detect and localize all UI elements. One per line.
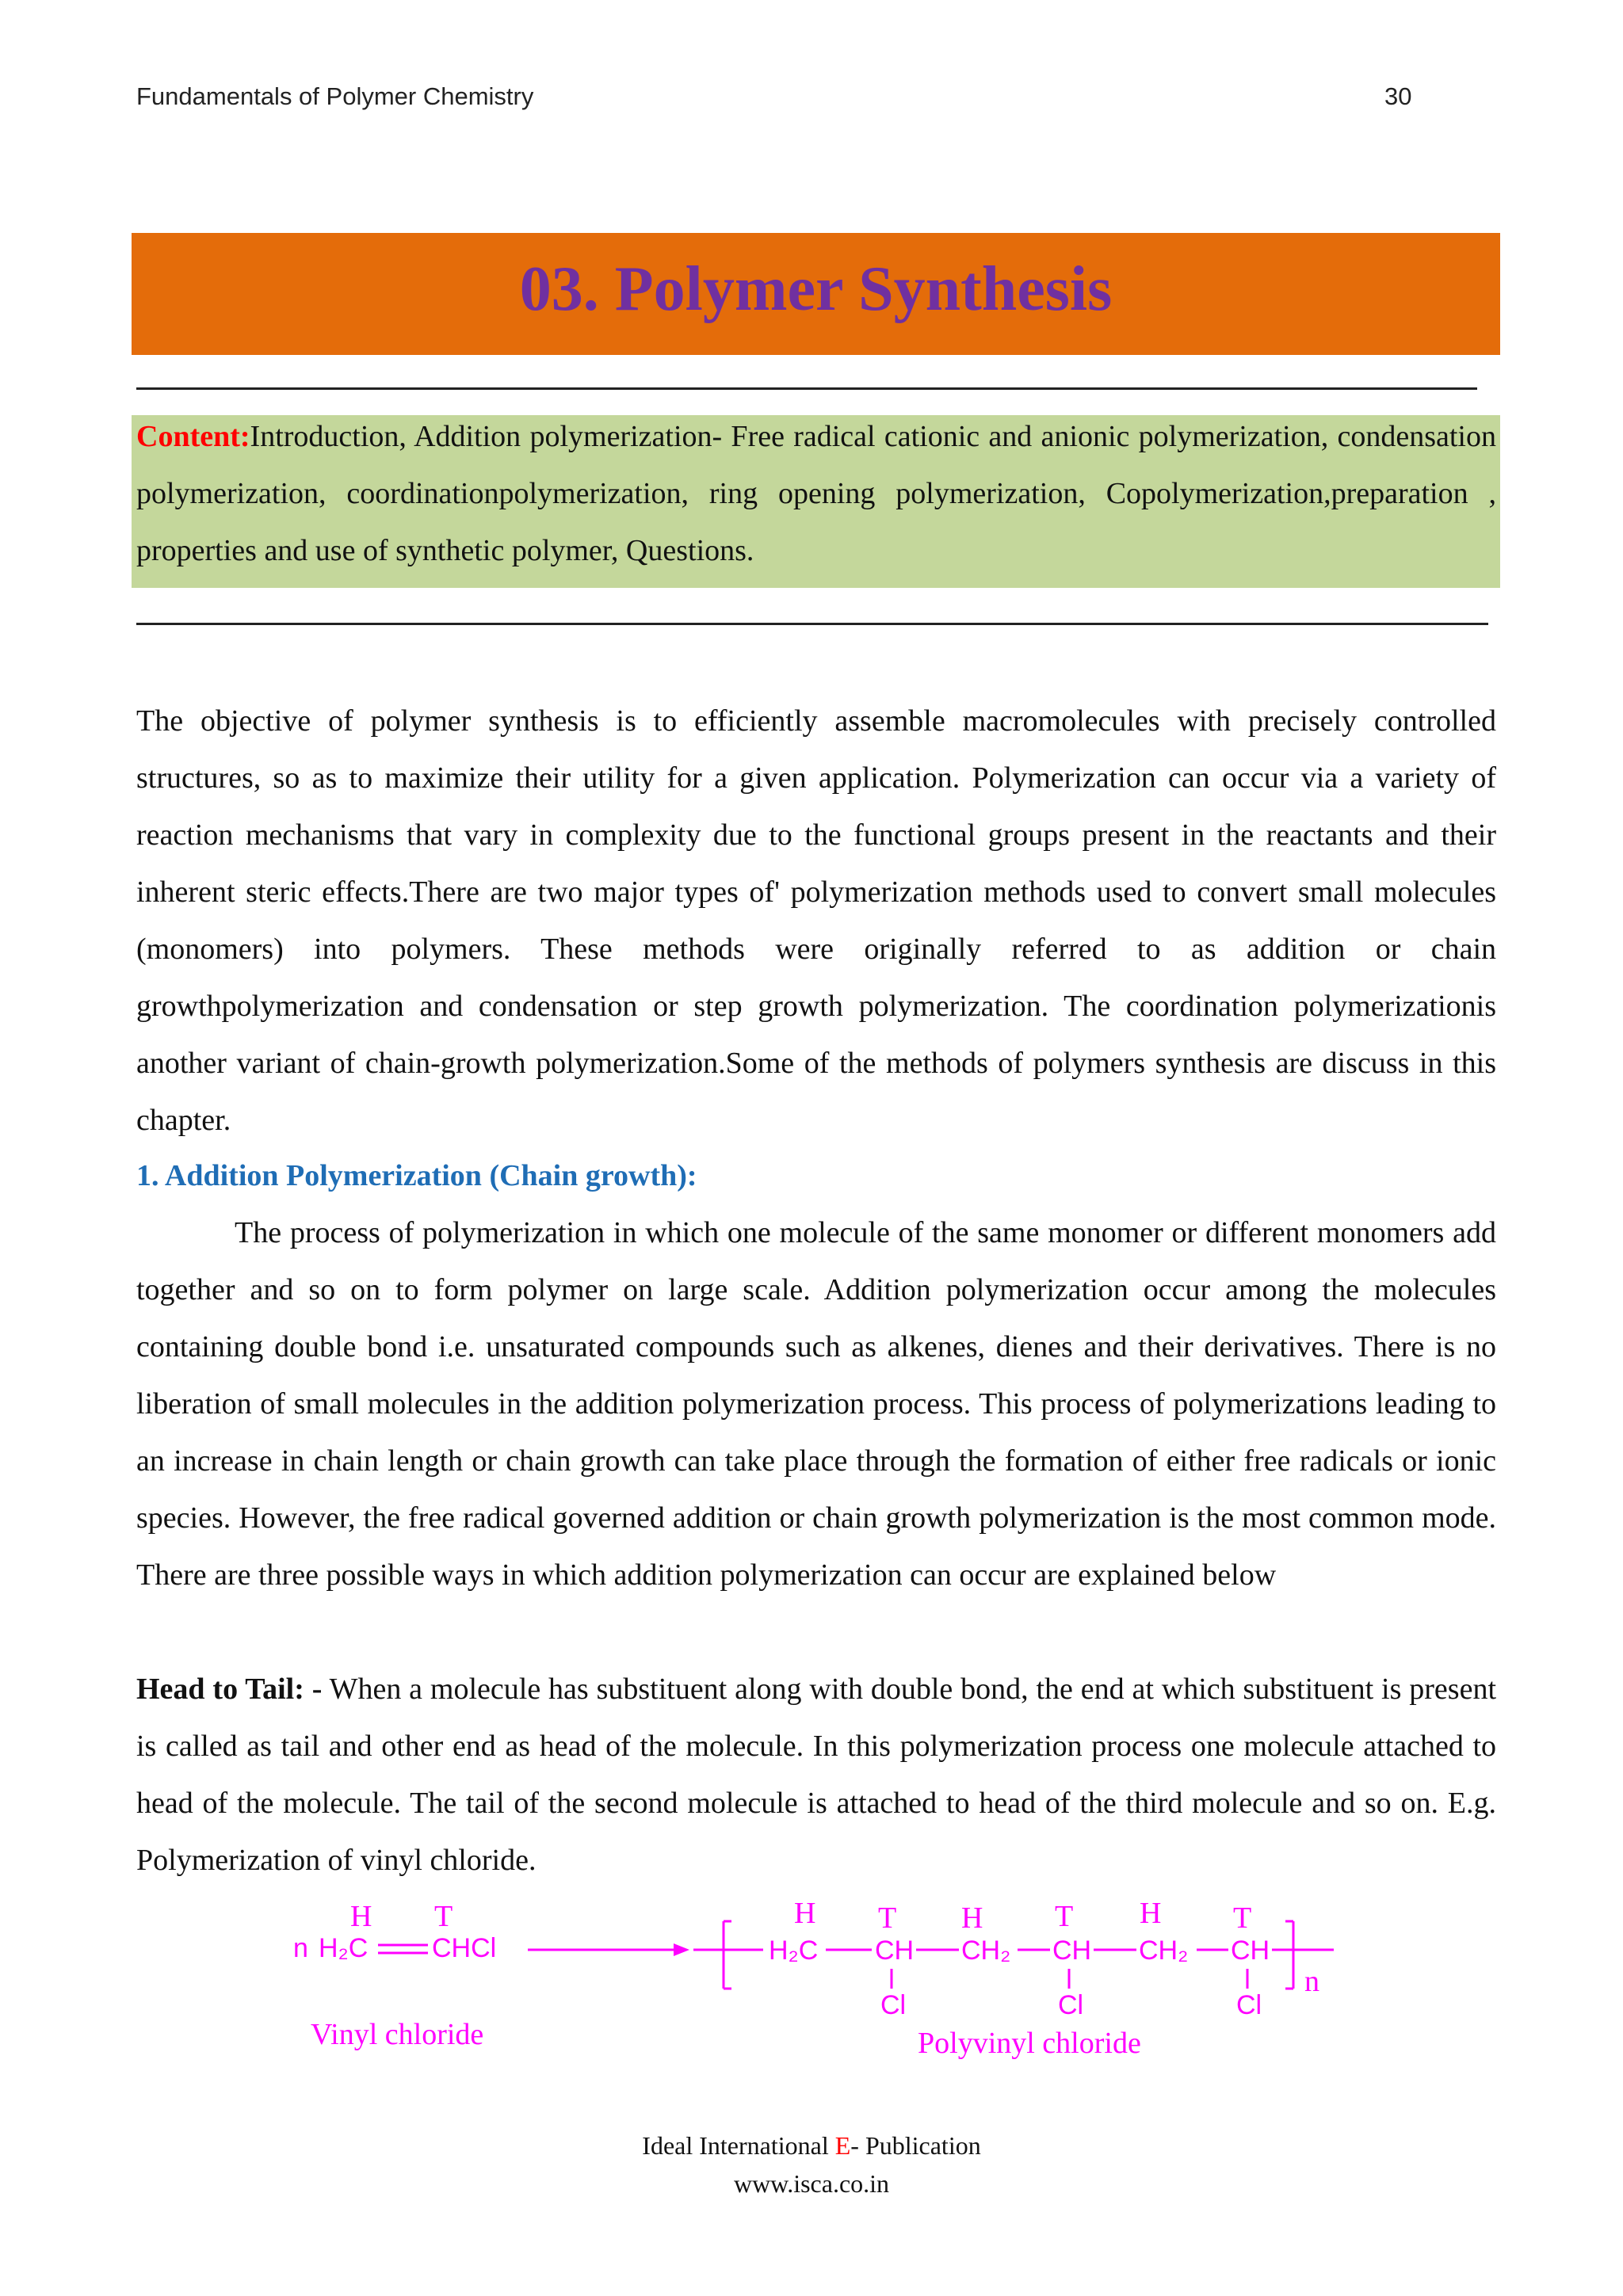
divider-top (136, 387, 1477, 390)
head-to-tail-text: When a molecule has substituent along with double bond, the end at which substituent is present is called as tail and other end as head of the molecule. In this polymerization process one molecule attached to head of the molecule. The tail of the second molecule is attached to head of the third molecule and so on. E.g. Polymerization of vinyl chloride. (136, 1672, 1496, 1877)
monomer-label: Vinyl chloride (311, 2018, 484, 2051)
pvc-reaction-scheme (293, 1897, 1355, 2080)
polymer-head-mark-2: H (961, 1901, 983, 1935)
head-to-tail-paragraph (136, 1661, 1496, 1889)
polymer-ch-1: CH (875, 1936, 915, 1966)
footer-publisher: Ideal International E- Publication (642, 2131, 981, 2160)
polymer-tail-mark-2: T (1055, 1900, 1074, 1933)
section-heading-addition: 1. Addition Polymerization (Chain growth): (136, 1159, 697, 1192)
monomer-ch2: H₂C (319, 1933, 369, 1963)
page-number: 30 (1384, 82, 1412, 110)
polymer-ch-2: CH (1052, 1936, 1092, 1966)
monomer-head-mark: H (350, 1900, 372, 1933)
polymer-head-mark-1: H (794, 1897, 816, 1930)
polymer-tail-mark-1: T (878, 1901, 897, 1935)
content-label: Content: (136, 420, 250, 453)
polymer-label: Polyvinyl chloride (918, 2027, 1141, 2060)
footer-url: www.isca.co.in (733, 2169, 890, 2198)
addition-paragraph: The process of polymerization in which one molecule of the same monomer or different monomers add together and so on to form polymer on large scale. Addition polymerization occur among the molecules containing double bond i.e. unsaturated compounds such as alkenes, dienes and their derivatives. There is no liberation of small molecules in the addition polymerization process. This process of polymerizations leading to an increase in chain length or chain growth can take place through the formation of either free radicals or ionic species. However, the free radical governed addition or chain growth polymerization is the most common mode. There are three possible ways in which addition polymerization can occur are explained below (136, 1216, 1496, 1592)
polymer-ch-3: CH (1231, 1936, 1270, 1966)
polymer-cl-2: Cl (1058, 1990, 1084, 2020)
chapter-title: 03. Polymer Synthesis (519, 254, 1113, 324)
chapter-title-bar (132, 233, 1500, 355)
polymer-cl-3: Cl (1236, 1990, 1262, 2020)
monomer-tail-mark: T (434, 1900, 453, 1933)
monomer-chcl: CHCl (432, 1933, 497, 1963)
content-summary (136, 408, 1496, 579)
polymer-cl-1: Cl (880, 1990, 907, 2020)
intro-paragraph: The objective of polymer synthesis is to efficiently assemble macromolecules with precisely controlled structures, so as to maximize their utility for a given application. Polymerization can occur via a variety of reaction mechanisms that vary in complexity due to the functional groups present in the reactants and their inherent steric effects.There are two major types of' polymerization methods used to convert small molecules (monomers) into polymers. These methods were originally referred to as addition or chain growthpolymerization and condensation or step growth polymerization. The coordination polymerizationis another variant of chain-growth polymerization.Some of the methods of polymers synthesis are discuss in this chapter. (136, 704, 1496, 1137)
running-header-title: Fundamentals of Polymer Chemistry (136, 82, 534, 110)
polymer-h2c: H₂C (769, 1936, 819, 1966)
polymer-head-mark-3: H (1140, 1897, 1162, 1930)
content-text: Introduction, Addition polymerization- Free radical cationic and anionic polymerization, condensation polymerization, coordinationpolymerization, ring opening polymerization, Copolymerization,preparation , properties and use of synthetic polymer, Questions. (136, 420, 1496, 567)
polymer-tail-mark-3: T (1233, 1901, 1252, 1935)
monomer-n: n (293, 1933, 308, 1963)
polymer-n: n (1304, 1965, 1319, 1998)
head-to-tail-label: Head to Tail: - (136, 1672, 323, 1706)
polymer-ch2-1: CH₂ (961, 1936, 1011, 1966)
divider-bottom (136, 623, 1488, 625)
polymer-ch2-2: CH₂ (1139, 1936, 1189, 1966)
